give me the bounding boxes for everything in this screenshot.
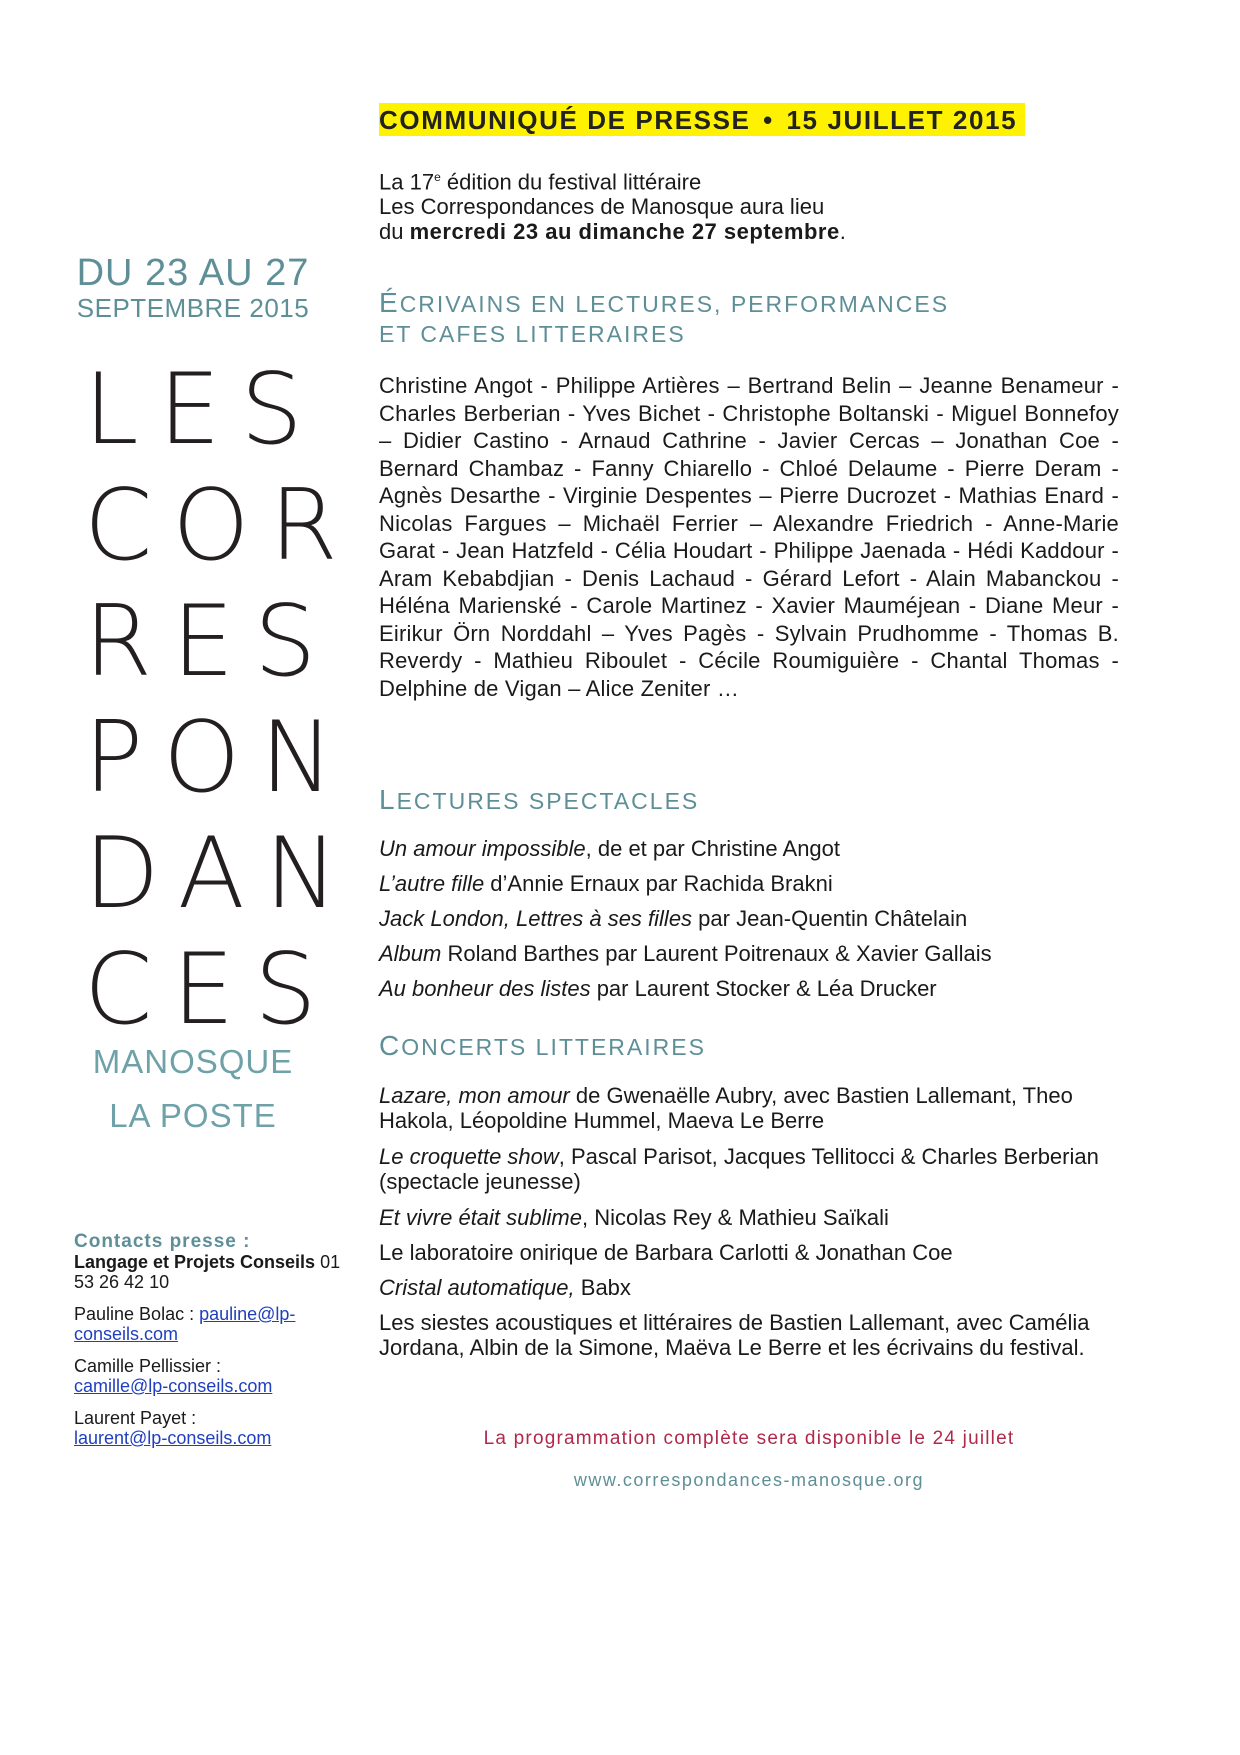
intro-paragraph [379, 165, 1119, 244]
intro-text: édition du festival littéraire [440, 169, 702, 195]
work-credits: de Gwenaëlle Aubry, avec Bastien Lallemant, Theo Hakola, Léopoldine Hummel, Maeva Le Berre [379, 1083, 1073, 1133]
work-credits: Babx [574, 1275, 631, 1300]
festival-logo [84, 352, 359, 1048]
title-text: ECTURES SPECTACLES [396, 788, 700, 814]
contact-name: Pauline Bolac : [74, 1304, 200, 1324]
concerts-list [379, 1083, 1119, 1360]
dates-line-1: DU 23 AU 27 [76, 252, 310, 294]
venue-city: MANOSQUE [92, 1043, 294, 1080]
work-title: Au bonheur des listes [379, 976, 591, 1001]
section-title-concerts [379, 1031, 706, 1062]
contact-email-link[interactable]: laurent@lp-conseils.com [74, 1428, 272, 1448]
work-title: Cristal automatique, [379, 1275, 575, 1300]
section-title-writers [379, 288, 949, 349]
agency-name: Langage et Projets Conseils [74, 1252, 316, 1272]
list-item [379, 1144, 1119, 1205]
intro-text: La 17 [379, 169, 435, 195]
festival-dates-bold: mercredi 23 au dimanche 27 septembre [409, 219, 840, 245]
dates-line-2: SEPTEMBRE 2015 [76, 293, 310, 323]
list-item [379, 1310, 1119, 1360]
work-title: Lazare, mon amour [379, 1083, 570, 1108]
logo-line: PON [84, 701, 354, 815]
title-initial: É [379, 287, 400, 318]
work-title: Album [379, 941, 442, 966]
logo-line: LES [84, 353, 323, 467]
contact-name: Camille Pellissier : [74, 1356, 222, 1376]
work-credits: , Pascal Parisot, Jacques Tellitocci & Charles Berberian (spectacle jeunesse) [379, 1144, 1099, 1194]
festival-dates [62, 253, 324, 323]
program-announcement: La programmation complète sera disponible le 24 juillet [483, 1428, 1015, 1449]
ordinal-sup: e [434, 170, 441, 184]
logo-line: RES [84, 585, 337, 699]
authors-list: Christine Angot - Philippe Artières – Bertrand Belin – Jeanne Benameur - Charles Berberian - Yves Bichet - Christophe Boltanski - Miguel Bonnefoy – Didier Castino - Arnaud Cathrine - Javier Cercas – Jonathan Coe - Bernard Chambaz - Fanny Chiarello - Chloé Delaume - Pierre Deram - Agnès Desarthe - Virginie Despentes – Pierre Ducrozet - Mathias Enard - Nicolas Fargues – Michaël Ferrier – Alexandre Friedrich - Anne-Marie Garat - Jean Hatzfeld - Célia Houdart - Philippe Jaenada - Hédi Kaddour - Aram Kebabdjian - Denis Lachaud - Gérard Lefort - Alain Mabanckou - Héléna Marienské - Carole Martinez - Xavier Mauméjean - Diane Meur - Eirikur Örn Norddahl – Yves Pagès - Sylvain Prudhomme - Thomas B. Reverdy - Mathieu Riboulet - Cécile Roumiguière - Chantal Thomas - Delphine de Vigan – Alice Zeniter … [379, 373, 1119, 701]
website-url: www.correspondances-manosque.org [573, 1470, 925, 1490]
work-credits: par Laurent Stocker & Léa Drucker [590, 976, 937, 1001]
work-credits: Roland Barthes par Laurent Poitrenaux & Xavier Gallais [441, 941, 992, 966]
contact-camille [74, 1356, 344, 1396]
list-item [379, 1275, 1119, 1310]
press-contacts [74, 1232, 344, 1448]
list-item [379, 1205, 1119, 1240]
list-item [379, 1240, 1119, 1275]
intro-text: . [839, 219, 846, 245]
title-text: CRIVAINS EN LECTURES, PERFORMANCES [399, 291, 950, 317]
contacts-title: Contacts presse : [74, 1231, 251, 1252]
list-item [379, 836, 1119, 871]
contact-pauline [74, 1304, 344, 1344]
work-credits: , Nicolas Rey & Mathieu Saïkali [581, 1205, 889, 1230]
press-release-header [379, 103, 1025, 136]
agency-phone: 01 53 26 42 10 [74, 1252, 341, 1292]
work-title: Le croquette show [379, 1144, 559, 1169]
venue [62, 1035, 324, 1143]
title-initial: L [379, 784, 397, 815]
title-text: ONCERTS LITTERAIRES [401, 1034, 706, 1060]
title-text: ET CAFES LITTERAIRES [379, 321, 686, 347]
bullet-separator: • [763, 105, 774, 135]
work-credits: Les siestes acoustiques et littéraires de Bastien Lallemant, avec Camélia Jordana, Albin de la Simone, Maëva Le Berre et les écrivains du festival. [379, 1310, 1090, 1360]
list-item [379, 976, 1119, 1011]
list-item [379, 906, 1119, 941]
work-title: Et vivre était sublime [379, 1205, 582, 1230]
section-title-readings [379, 785, 699, 816]
title-initial: C [379, 1030, 402, 1061]
list-item [379, 941, 1119, 976]
work-title: L’autre fille [379, 871, 485, 896]
work-credits: Le laboratoire onirique de Barbara Carlotti & Jonathan Coe [379, 1240, 953, 1265]
list-item [379, 1083, 1119, 1144]
contact-name: Laurent Payet : [74, 1408, 197, 1428]
intro-text: Les Correspondances de Manosque aura lieu [379, 194, 825, 220]
readings-list [379, 836, 1119, 1011]
logo-line: CES [84, 933, 337, 1047]
work-credits: , de et par Christine Angot [585, 836, 841, 861]
work-credits: par Jean-Quentin Châtelain [692, 906, 968, 931]
venue-place: LA POSTE [109, 1097, 277, 1134]
work-title: Un amour impossible [379, 836, 586, 861]
intro-text: du [379, 219, 410, 245]
list-item [379, 871, 1119, 906]
contact-laurent [74, 1408, 344, 1448]
press-release-date: 15 JUILLET 2015 [786, 105, 1018, 135]
work-title: Jack London, Lettres à ses filles [379, 906, 693, 931]
contact-email-link[interactable]: camille@lp-conseils.com [74, 1376, 273, 1396]
logo-line: DAN [84, 817, 359, 931]
work-credits: d’Annie Ernaux par Rachida Brakni [484, 871, 833, 896]
agency [74, 1252, 344, 1292]
logo-line: COR [84, 469, 358, 583]
contact-email-link[interactable]: pauline@lp-conseils.com [74, 1304, 296, 1344]
press-release-label: COMMUNIQUÉ DE PRESSE [379, 105, 751, 135]
